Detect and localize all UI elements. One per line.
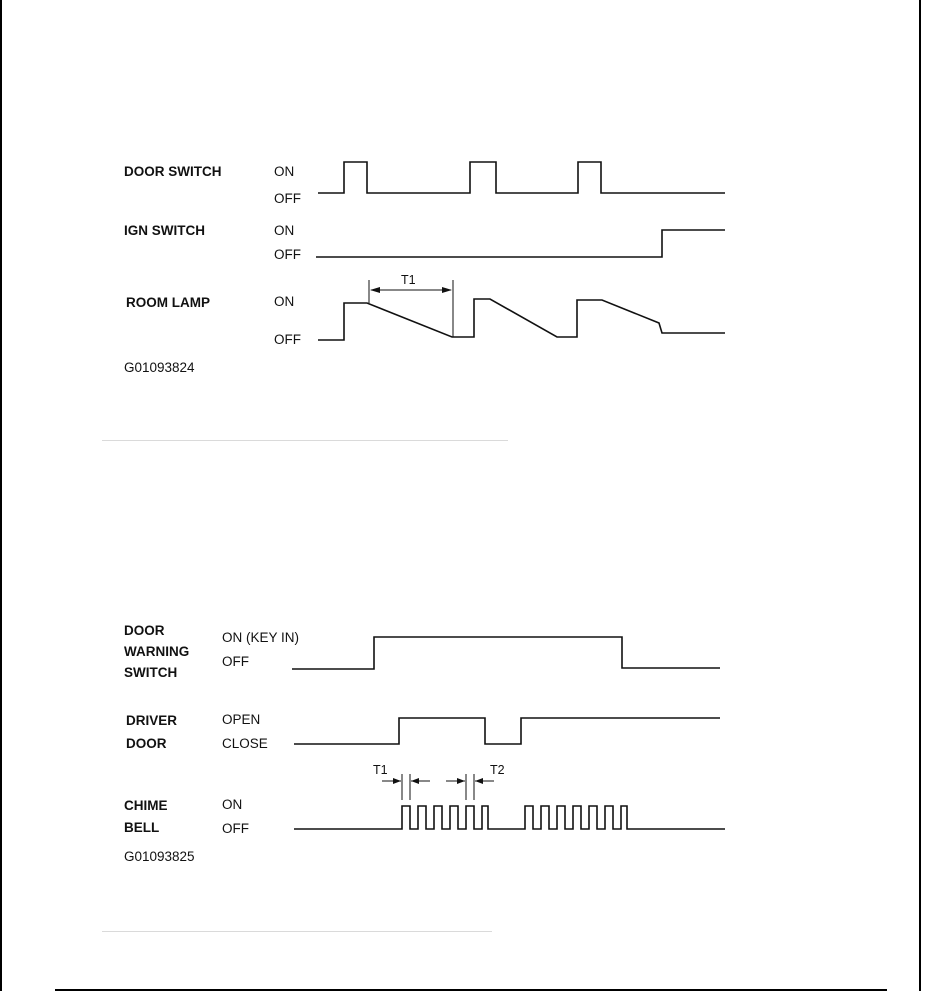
room-lamp-on-label: ON	[274, 294, 295, 309]
room-lamp-waveform	[318, 299, 725, 340]
driver-door-close-label: CLOSE	[222, 736, 268, 751]
room-lamp-off-label: OFF	[274, 332, 301, 347]
chime-bell-label-line-2: BELL	[124, 820, 160, 835]
chime-bell-label-line-1: CHIME	[124, 798, 168, 813]
t2-timer-label: T2	[490, 763, 505, 777]
driver-door-waveform	[294, 718, 720, 744]
figure-id-2: G01093825	[124, 849, 195, 864]
door-warning-on-label: ON (KEY IN)	[222, 630, 300, 645]
chime-bell-off-label: OFF	[222, 821, 249, 836]
t1-timer-label-2: T1	[373, 763, 388, 777]
door-warning-switch-label-line-1: DOOR	[124, 623, 165, 638]
door-warning-switch-waveform	[292, 637, 720, 669]
t1-t2-dimension	[382, 774, 494, 800]
door-warning-off-label: OFF	[222, 654, 249, 669]
door-warning-switch-label-line-2: WARNING	[124, 644, 190, 659]
door-switch-off-label: OFF	[274, 191, 301, 206]
driver-door-label-line-2: DOOR	[126, 736, 167, 751]
driver-door-label-line-1: DRIVER	[126, 713, 178, 728]
figure-id-1: G01093824	[124, 360, 195, 375]
driver-door-open-label: OPEN	[222, 712, 261, 727]
t1-timer-label: T1	[401, 273, 416, 287]
ign-switch-off-label: OFF	[274, 247, 301, 262]
room-lamp-label: ROOM LAMP	[126, 295, 210, 310]
door-warning-switch-label-line-3: SWITCH	[124, 665, 178, 680]
ign-switch-on-label: ON	[274, 223, 295, 238]
door-switch-waveform	[318, 162, 725, 193]
chime-bell-on-label: ON	[222, 797, 243, 812]
door-switch-label: DOOR SWITCH	[124, 164, 222, 179]
ign-switch-label: IGN SWITCH	[124, 223, 205, 238]
door-switch-on-label: ON	[274, 164, 295, 179]
ign-switch-waveform	[316, 230, 725, 257]
chime-bell-waveform	[294, 806, 725, 829]
